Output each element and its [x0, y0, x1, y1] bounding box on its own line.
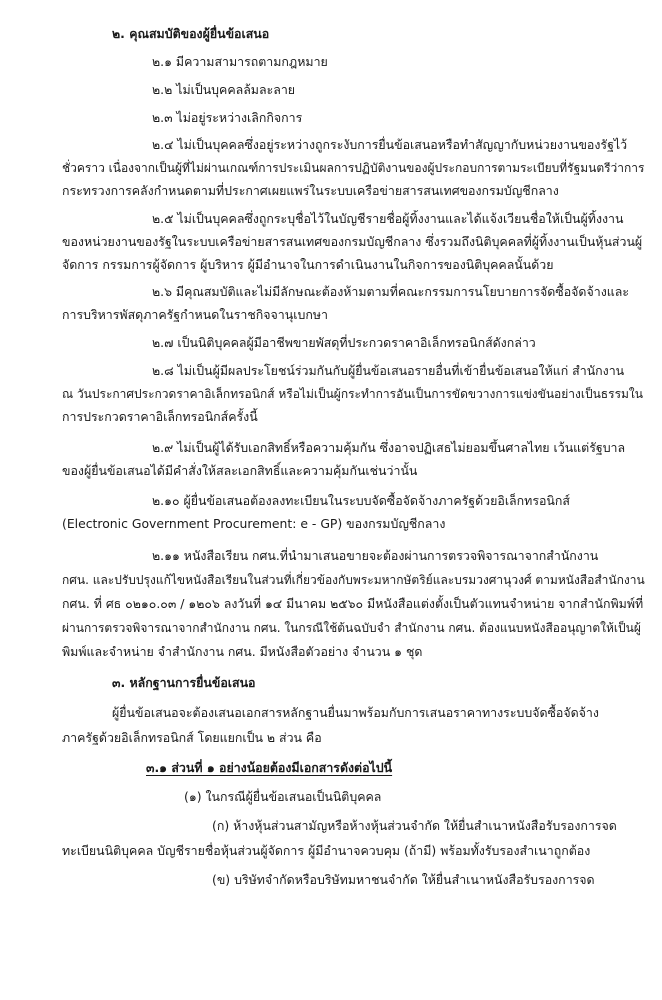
item-2-10-line-1: ๒.๑๐ ผู้ยื่นข้อเสนอต้องลงทะเบียนในระบบจัดซื้อจัดจ้างภาครัฐด้วยอิเล็กทรอนิกส์ — [152, 493, 570, 508]
item-2-5-line-3: จัดการ กรรมการผู้จัดการ ผู้บริหาร ผู้มีอำนาจในการดำเนินงานในกิจการของนิติบุคคลนั้นด้วย — [62, 257, 554, 272]
part-1-heading: ๓.๑ ส่วนที่ ๑ อย่างน้อยต้องมีเอกสารดังต่อไปนี้ — [146, 760, 393, 775]
item-2-5-line-2: ของหน่วยงานของรัฐในระบบเครือข่ายสารสนเทศของกรมบัญชีกลาง ซึ่งรวมถึงนิติบุคคลที่ผู้ทิ้งงานเป็นหุ้นส่วนผู้ — [62, 234, 643, 249]
item-2-4-line-3: กระทรวงการคลังกำหนดตามที่ประกาศเผยแพร่ในระบบเครือข่ายสารสนเทศของกรมบัญชีกลาง — [62, 183, 559, 198]
item-2-10-line-2: (Electronic Government Procurement: e - GP) ของกรมบัญชีกลาง — [62, 516, 446, 531]
item-2-7: ๒.๗ เป็นนิติบุคคลผู้มีอาชีพขายพัสดุที่ประกวดราคาอิเล็กทรอนิกส์ดังกล่าว — [152, 335, 536, 350]
item-2-8-line-1: ๒.๘ ไม่เป็นผู้มีผลประโยชน์ร่วมกันกับผู้ยื่นข้อเสนอรายอื่นที่เข้ายื่นข้อเสนอให้แก่ สำนักงาน — [152, 363, 625, 378]
item-2-9-line-1: ๒.๙ ไม่เป็นผู้ได้รับเอกสิทธิ์หรือความคุ้มกัน ซึ่งอาจปฏิเสธไม่ยอมขึ้นศาลไทย เว้นแต่รัฐบาล — [152, 440, 626, 455]
item-3-1-1-a-line-1: (ก) ห้างหุ้นส่วนสามัญหรือห้างหุ้นส่วนจำกัด ให้ยื่นสำเนาหนังสือรับรองการจด — [212, 818, 617, 833]
item-3-1-1-b-line-1: (ข) บริษัทจำกัดหรือบริษัทมหาชนจำกัด ให้ยื่นสำเนาหนังสือรับรองการจด — [212, 872, 595, 887]
section-3-intro-line-2: ภาครัฐด้วยอิเล็กทรอนิกส์ โดยแยกเป็น ๒ ส่วน คือ — [62, 730, 322, 745]
item-2-5-line-1: ๒.๕ ไม่เป็นบุคคลซึ่งถูกระบุชื่อไว้ในบัญชีรายชื่อผู้ทิ้งงานและได้แจ้งเวียนชื่อให้เป็นผู้ทิ้งงาน — [152, 211, 624, 226]
item-2-9-line-2: ของผู้ยื่นข้อเสนอได้มีคำสั่งให้สละเอกสิทธิ์และความคุ้มกันเช่นว่านั้น — [62, 463, 418, 478]
item-2-11-line-2: กศน. และปรับปรุงแก้ไขหนังสือเรียนในส่วนที่เกี่ยวข้องกับพระมหากษัตริย์และบรมวงศานุวงศ์ ตามหนังสือสำนักงาน — [62, 573, 645, 587]
item-2-4-line-1: ๒.๔ ไม่เป็นบุคคลซึ่งอยู่ระหว่างถูกระงับการยื่นข้อเสนอหรือทำสัญญากับหน่วยงานของรัฐไว้ — [152, 137, 628, 152]
item-2-2: ๒.๒ ไม่เป็นบุคคลล้มละลาย — [152, 82, 296, 97]
item-2-8-line-3: การประกวดราคาอิเล็กทรอนิกส์ครั้งนี้ — [62, 409, 258, 424]
item-3-1-1-a-line-2: ทะเบียนนิติบุคคล บัญชีรายชื่อหุ้นส่วนผู้จัดการ ผู้มีอำนาจควบคุม (ถ้ามี) พร้อมทั้งรับรองสำเนาถูกต้อง — [62, 843, 591, 858]
section-3-heading: ๓. หลักฐานการยื่นข้อเสนอ — [112, 675, 256, 690]
item-2-6-line-2: การบริหารพัสดุภาครัฐกำหนดในราชกิจจานุเบกษา — [62, 307, 328, 322]
section-3-intro-line-1: ผู้ยื่นข้อเสนอจะต้องเสนอเอกสารหลักฐานยื่นมาพร้อมกับการเสนอราคาทางระบบจัดซื้อจัดจ้าง — [112, 705, 599, 720]
item-3-1-1: (๑) ในกรณีผู้ยื่นข้อเสนอเป็นนิติบุคคล — [184, 789, 382, 804]
item-2-11-line-1: ๒.๑๑ หนังสือเรียน กศน.ที่นำมาเสนอขายจะต้องผ่านการตรวจพิจารณาจากสำนักงาน — [152, 548, 599, 563]
item-2-11-line-3: กศน. ที่ ศธ ๐๒๑๐.๐๓ / ๑๒๐๖ ลงวันที่ ๑๔ มีนาคม ๒๕๖๐ มีหนังสือแต่งตั้งเป็นตัวแทนจำหน่าย จากสำนักพิมพ์ที่ — [62, 596, 644, 611]
item-2-3: ๒.๓ ไม่อยู่ระหว่างเลิกกิจการ — [152, 110, 303, 125]
section-2-heading: ๒. คุณสมบัติของผู้ยื่นข้อเสนอ — [112, 26, 270, 41]
item-2-1: ๒.๑ มีความสามารถตามกฎหมาย — [152, 54, 328, 69]
item-2-11-line-5: พิมพ์และจำหน่าย จำสำนักงาน กศน. มีหนังสือตัวอย่าง จำนวน ๑ ชุด — [62, 644, 423, 659]
item-2-4-line-2: ชั่วคราว เนื่องจากเป็นผู้ที่ไม่ผ่านเกณฑ์การประเมินผลการปฏิบัติงานของผู้ประกอบการตามระเบียบที่รัฐมนตรีว่าการ — [62, 161, 645, 175]
item-2-11-line-4: ผ่านการตรวจพิจารณาจากสำนักงาน กศน. ในกรณีใช้ต้นฉบับจำ สำนักงาน กศน. ต้องแนบหนังสืออนุญาตให้เป็นผู้ — [62, 621, 641, 635]
item-2-8-line-2: ณ วันประกาศประกวดราคาอิเล็กทรอนิกส์ หรือไม่เป็นผู้กระทำการอันเป็นการขัดขวางการแข่งขันอย่างเป็นธรรมใน — [62, 387, 643, 401]
item-2-6-line-1: ๒.๖ มีคุณสมบัติและไม่มีลักษณะต้องห้ามตามที่คณะกรรมการนโยบายการจัดซื้อจัดจ้างและ — [152, 284, 629, 299]
